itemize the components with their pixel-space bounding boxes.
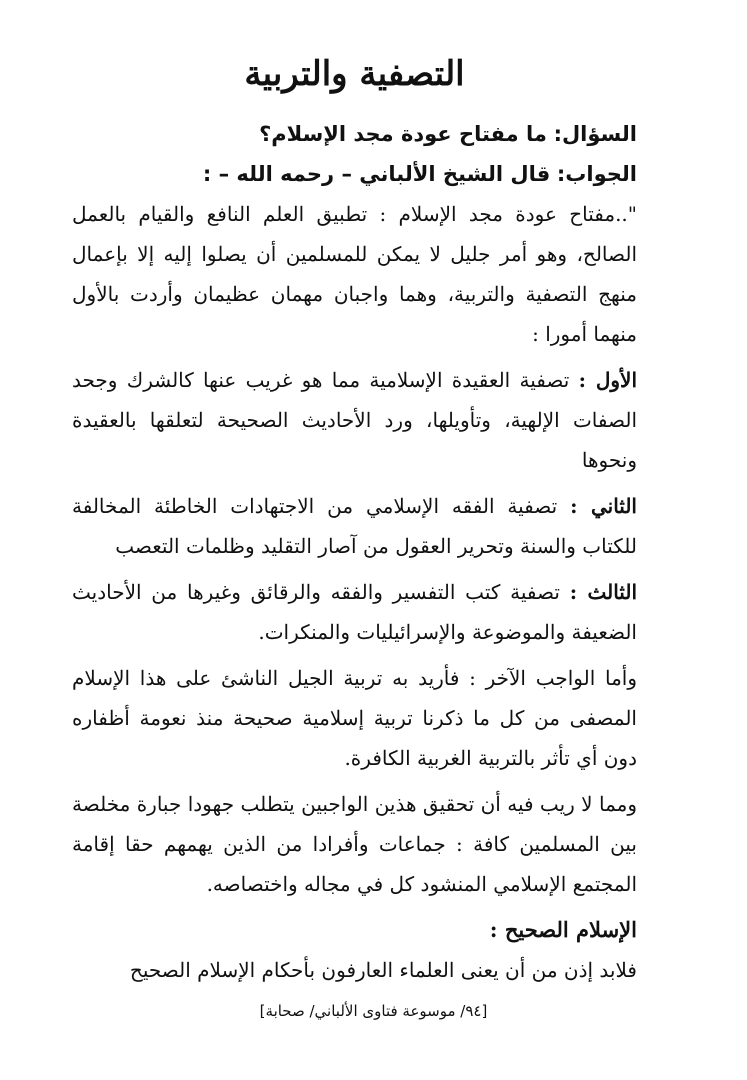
intro-paragraph: "..مفتاح عودة مجد الإسلام : تطبيق العلم النافع والقيام بالعمل الصالح، وهو أمر جليل لا يمكن للمسلمين أن يصلوا إليه إلا بإعمال منهج التصفية والتربية، وهما واجبان مهمان عظيمان وأردت بالأول منهما أمورا : — [72, 202, 637, 346]
first-item-label: الأول : — [578, 368, 637, 392]
third-item-text: تصفية كتب التفسير والفقه والرقائق وغيرها من الأحاديث الضعيفة والموضوعة والإسرائيليات والمنكرات. — [72, 580, 637, 644]
first-item-text: تصفية العقيدة الإسلامية مما هو غريب عنها كالشرك وجحد الصفات الإلهية، وتأويلها، ورد الأحاديث الصحيحة لتعلقها بالعقيدة ونحوها — [72, 368, 637, 472]
first-item-paragraph — [72, 360, 637, 480]
question-line — [72, 114, 637, 154]
page-footer: [٩٤/ موسوعة فتاوى الألباني/ صحابة] — [259, 1002, 488, 1020]
second-item-label: الثاني : — [570, 494, 637, 518]
answer-line — [72, 154, 637, 194]
third-item-paragraph — [72, 572, 637, 652]
closing-paragraph: فلابد إذن من أن يعنى العلماء العارفون بأحكام الإسلام الصحيح — [129, 958, 637, 982]
answer-label: الجواب: — [556, 162, 637, 186]
page-title: التصفية والتربية — [244, 54, 465, 94]
second-item-text: تصفية الفقه الإسلامي من الاجتهادات الخاطئة المخالفة للكتاب والسنة وتحرير العقول من آصار التقليد وظلمات التعصب — [72, 494, 637, 558]
second-item-paragraph — [72, 486, 637, 566]
body-text — [72, 194, 637, 904]
no-doubt-paragraph: ومما لا ريب فيه أن تحقيق هذين الواجبين يتطلب جهودا جبارة مخلصة بين المسلمين كافة : جماعات وأفرادا من الذين يهمهم حقا إقامة المجتمع الإسلامي المنشود كل في مجاله واختصاصه. — [72, 792, 637, 896]
answer-text: قال الشيخ الألباني – رحمه الله – : — [202, 162, 551, 186]
question-label: السؤال: — [553, 122, 637, 146]
other-duty-paragraph: وأما الواجب الآخر : فأريد به تربية الجيل الناشئ على هذا الإسلام المصفى من كل ما ذكرنا تربية إسلامية صحيحة منذ نعومة أظفاره دون أي تأثر بالتربية الغربية الكافرة. — [72, 666, 637, 770]
section-heading: الإسلام الصحيح : — [489, 917, 637, 942]
third-item-label: الثالث : — [569, 580, 637, 604]
question-text: ما مفتاح عودة مجد الإسلام؟ — [259, 122, 547, 146]
